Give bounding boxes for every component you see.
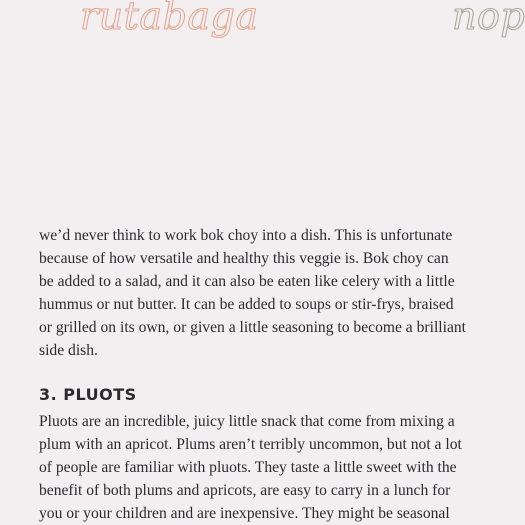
pluots-heading: 3. PLUOTS [39, 385, 137, 404]
paragraph-line: of people are familiar with pluots. They taste a little sweet with the [39, 459, 457, 476]
paragraph-line: be added to a salad, and it can also be eaten like celery with a little [39, 273, 455, 290]
paragraph-line: plum with an apricot. Plums aren’t terribly uncommon, but not a lot [39, 436, 462, 453]
paragraph-line: or grilled on its own, or given a little seasoning to become a brilliant [39, 319, 467, 336]
pluots-paragraph [39, 410, 504, 525]
article-body [39, 224, 504, 525]
paragraph-line: we’d never think to work bok choy into a dish. This is unfortunate [39, 227, 453, 244]
nop-word-art: nop [452, 0, 525, 38]
bok-choy-paragraph [39, 224, 504, 362]
paragraph-line: Pluots are an incredible, juicy little snack that come from mixing a [39, 413, 455, 430]
header-banner [0, 0, 525, 220]
rutabaga-word-art: rutabaga [80, 0, 259, 38]
paragraph-line: you or your children and are inexpensive. They might be seasonal [39, 505, 450, 522]
paragraph-line: because of how versatile and healthy this veggie is. Bok choy can [39, 250, 449, 267]
paragraph-line: benefit of both plums and apricots, are easy to carry in a lunch for [39, 482, 451, 499]
paragraph-line: side dish. [39, 342, 98, 359]
paragraph-line: hummus or nut butter. It can be added to soups or stir-frys, braised [39, 296, 454, 313]
